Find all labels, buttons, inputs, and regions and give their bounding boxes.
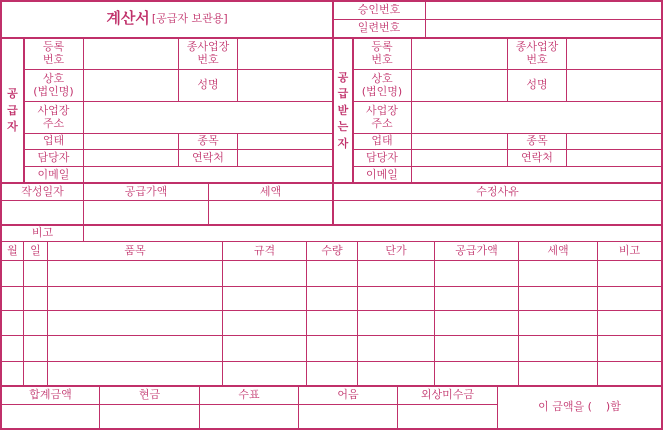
supplier-name-label: 성명: [197, 78, 219, 92]
total-amount-value[interactable]: [2, 405, 99, 428]
receiver-name-label: 성명: [526, 78, 548, 92]
total-amount-label: 합계금액: [29, 388, 72, 402]
supplier-reg-no-label: 등록 번호: [42, 40, 65, 66]
tax-value[interactable]: [209, 201, 332, 224]
supplier-item-type-label: 종목: [197, 134, 219, 148]
table-row[interactable]: [2, 362, 661, 385]
check-value[interactable]: [200, 405, 298, 428]
supplier-branch-no-value[interactable]: [238, 39, 332, 69]
supplier-address-label: 사업장 주소: [37, 103, 70, 130]
table-row[interactable]: [2, 287, 661, 310]
credit-receivable-label: 외상미수금: [420, 388, 475, 402]
check-label: 수표: [238, 388, 260, 402]
col-supply-amount-header: 공급가액: [455, 244, 498, 258]
supplier-reg-no-value[interactable]: [84, 39, 178, 69]
receiver-company-label: 상호 (법인명): [361, 71, 403, 98]
receiver-name-value[interactable]: [567, 70, 661, 101]
tax-label: 세액: [259, 184, 282, 198]
supplier-company-label: 상호 (법인명): [33, 71, 74, 98]
revision-reason-label: 수정사유: [476, 184, 519, 198]
cash-label: 현금: [138, 388, 161, 402]
supplier-business-type-label: 업태: [42, 134, 65, 148]
serial-number-label: 일련번호: [357, 21, 401, 35]
receiver-branch-no-value[interactable]: [567, 39, 661, 69]
col-qty-header: 수량: [321, 244, 343, 258]
revision-reason-value[interactable]: [334, 201, 661, 224]
promissory-note-value[interactable]: [299, 405, 397, 428]
col-tax-header: 세액: [547, 244, 569, 258]
supplier-side-label: 공 급 자: [7, 87, 18, 134]
credit-receivable-value[interactable]: [398, 405, 497, 428]
col-remarks-header: 비고: [618, 244, 641, 258]
title-text: 계산서: [106, 9, 150, 28]
supplier-name-value[interactable]: [238, 70, 332, 101]
table-row[interactable]: [2, 311, 661, 335]
col-day-header: 일: [30, 244, 41, 258]
supplier-manager-label: 담당자: [37, 150, 70, 164]
receiver-side-label: 공 급 받 는 자: [337, 70, 349, 150]
receiver-manager-label: 담당자: [366, 150, 398, 164]
receiver-contact-label: 연락처: [521, 150, 553, 164]
promissory-note-label: 어음: [337, 388, 359, 402]
supplier-address-value[interactable]: [84, 102, 332, 133]
supplier-company-value[interactable]: [84, 70, 178, 101]
col-unit-price-header: 단가: [385, 244, 407, 258]
receiver-item-type-label: 종목: [526, 134, 548, 148]
receiver-reg-no-label: 등록 번호: [371, 40, 393, 66]
supply-amount-label: 공급가액: [124, 184, 168, 198]
supplier-contact-label: 연락처: [192, 150, 224, 164]
date-value[interactable]: [2, 201, 83, 224]
date-label: 작성일자: [21, 184, 64, 198]
supply-amount-value[interactable]: [84, 201, 208, 224]
cash-value[interactable]: [100, 405, 199, 428]
table-row[interactable]: [2, 261, 661, 286]
amount-statement[interactable]: 이 금액을 ( )함: [538, 400, 621, 414]
receiver-address-value[interactable]: [412, 102, 661, 133]
col-spec-header: 규격: [253, 244, 276, 258]
receiver-company-value[interactable]: [412, 70, 507, 101]
approval-number-label: 승인번호: [357, 2, 401, 16]
receiver-branch-no-label: 종사업장 번호: [515, 40, 559, 66]
serial-number-value[interactable]: [426, 20, 661, 37]
remarks-value[interactable]: [84, 226, 661, 241]
document-title: [2, 2, 332, 36]
col-item-header: 품목: [124, 244, 146, 258]
table-row[interactable]: [2, 336, 661, 361]
supplier-branch-no-label: 종사업장 번호: [186, 40, 230, 66]
col-month-header: 월: [7, 244, 18, 258]
subtitle-text: [공급자 보관용]: [151, 11, 228, 25]
remarks-label: 비고: [31, 226, 54, 240]
receiver-reg-no-value[interactable]: [412, 39, 507, 69]
supplier-email-label: 이메일: [37, 167, 70, 181]
receiver-address-label: 사업장 주소: [366, 103, 398, 130]
receiver-business-type-label: 업태: [371, 134, 393, 148]
approval-number-value[interactable]: [426, 1, 661, 19]
receiver-email-label: 이메일: [366, 167, 398, 181]
